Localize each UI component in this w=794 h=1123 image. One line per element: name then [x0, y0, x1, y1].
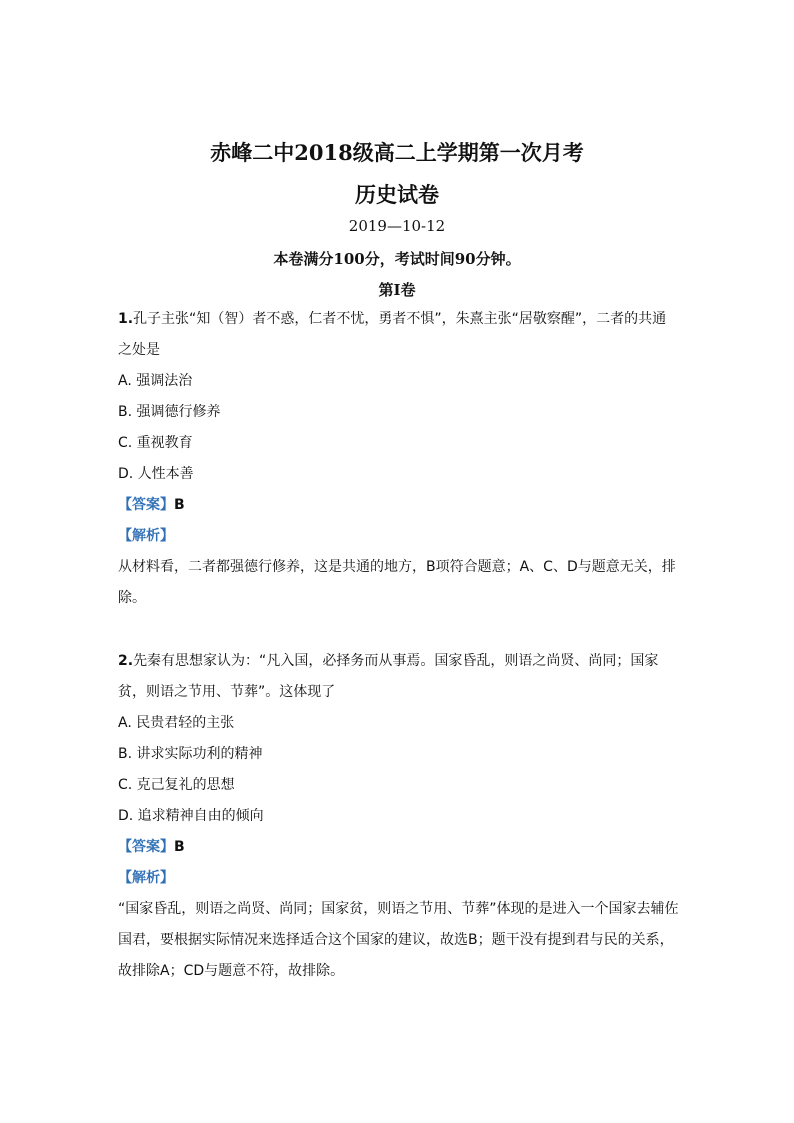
answer-label: 【答案】 [118, 497, 174, 513]
option-b: B. 讲求实际功利的精神 [118, 746, 263, 762]
option-b: B. 强调德行修养 [118, 404, 221, 420]
answer-line [118, 832, 680, 863]
exam-date: 2019—10-12 [348, 217, 446, 235]
answer-value: B [174, 497, 185, 513]
question-stem [118, 646, 680, 708]
option-d: D. 追求精神自由的倾向 [118, 808, 264, 824]
exam-title: 赤峰二中2018级高二上学期第一次月考 [210, 140, 584, 165]
analysis-label: 【解析】 [118, 870, 174, 886]
section-heading: 第Ⅰ卷 [378, 281, 416, 299]
option-d: D. 人性本善 [118, 466, 194, 482]
question-number: 1. [118, 311, 134, 327]
option-c: C. 重视教育 [118, 435, 193, 451]
answer-value: B [174, 839, 185, 855]
option-a: A. 民贵君轻的主张 [118, 715, 235, 731]
analysis-text: “国家昏乱，则语之尚贤、尚同；国家贫，则语之节用、节葬”体现的是进入一个国家去辅佐国君，要根据实际情况来选择适合这个国家的建议，故选B；题干没有提到君与民的关系，故排除A；CD与题意不符，故排除。 [118, 901, 679, 979]
question-text: 孔子主张“知（智）者不惑，仁者不忧，勇者不惧”，朱熹主张“居敬察醒”，二者的共通之处是 [118, 311, 667, 358]
question-number: 2. [118, 653, 134, 669]
analysis-text: 从材料看，二者都强德行修养，这是共通的地方，B项符合题意；A、C、D与题意无关，排除。 [118, 559, 676, 606]
question-2 [118, 646, 680, 987]
answer-label: 【答案】 [118, 839, 174, 855]
option-c: C. 克己复礼的思想 [118, 777, 235, 793]
exam-note: 本卷满分100分，考试时间90分钟。 [273, 250, 521, 268]
option-a: A. 强调法治 [118, 373, 193, 389]
question-1 [118, 304, 680, 614]
question-text: 先秦有思想家认为：“凡入国，必择务而从事焉。国家昏乱，则语之尚贤、尚同；国家贫，则语之节用、节葬”。这体现了 [118, 653, 659, 700]
answer-line [118, 490, 680, 521]
exam-subtitle: 历史试卷 [355, 182, 439, 207]
analysis-label: 【解析】 [118, 528, 174, 544]
question-stem [118, 304, 680, 366]
